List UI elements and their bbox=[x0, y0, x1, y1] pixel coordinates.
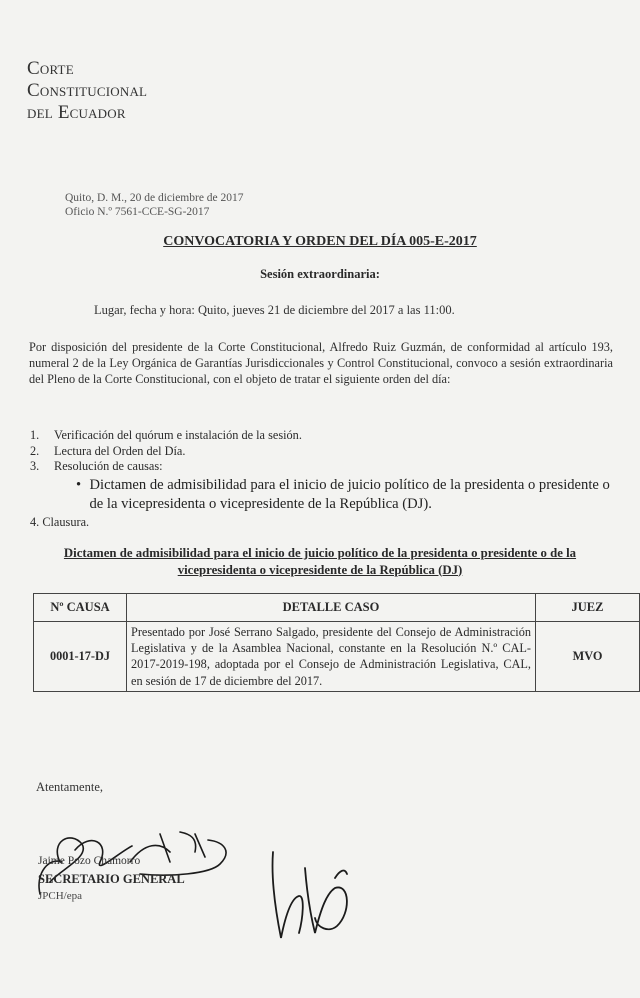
header-causa: Nº CAUSA bbox=[34, 594, 127, 622]
table-row bbox=[34, 622, 640, 692]
signatory-role: SECRETARIO GENERAL bbox=[38, 872, 185, 886]
place-date: Quito, D. M., 20 de diciembre de 2017 bbox=[65, 192, 244, 204]
closing: Atentamente, bbox=[36, 780, 103, 794]
document-meta bbox=[65, 191, 244, 219]
header-detalle: DETALLE CASO bbox=[127, 594, 536, 622]
cases-table bbox=[33, 593, 640, 692]
institution-logo bbox=[27, 58, 147, 124]
section-title: Dictamen de admisibilidad para el inicio de juicio político de la presidenta o presidente o de la vicepresidenta o vicepresidente de la República (DJ) bbox=[63, 546, 577, 577]
agenda-item: 1. Verificación del quórum e instalación de la sesión. bbox=[30, 428, 302, 442]
cell-detalle: Presentado por José Serrano Salgado, presidente del Consejo de Administración Legislativa y de la Asamblea Nacional, constante en la Resolución N.º CAL-2017-2019-198, adoptada por el Consejo de Administración Legislativa, CAL, en sesión de 17 de diciembre del 2017. bbox=[127, 622, 536, 692]
agenda-list bbox=[30, 428, 620, 530]
logo-line-1: Corte bbox=[27, 58, 74, 79]
logo-line-3: del Ecuador bbox=[27, 102, 126, 123]
president-signature-icon bbox=[255, 838, 365, 948]
agenda-item: 3. Resolución de causas: bbox=[30, 459, 163, 473]
cell-causa: 0001-17-DJ bbox=[34, 622, 127, 692]
document-title: CONVOCATORIA Y ORDEN DEL DÍA 005-E-2017 bbox=[163, 234, 477, 249]
agenda-item: 4. Clausura. bbox=[30, 514, 90, 529]
header-juez: JUEZ bbox=[536, 594, 640, 622]
session-type: Sesión extraordinaria: bbox=[260, 267, 380, 281]
logo-line-2: Constitucional bbox=[27, 80, 148, 101]
table-header-row bbox=[34, 594, 640, 622]
intro-paragraph: Por disposición del presidente de la Corte Constitucional, Alfredo Ruiz Guzmán, de conformidad al artículo 193, numeral 2 de la Ley Orgánica de Garantías Jurisdiccionales y Control Constitucional, convoco a sesión extraordinaria del Pleno de la Corte Constitucional, con el objeto de tratar el siguiente orden del día: bbox=[29, 340, 613, 387]
cell-juez: MVO bbox=[536, 622, 640, 692]
agenda-subitem: • Dictamen de admisibilidad para el inicio de juicio político de la presidenta o presidente o de la vicepresidenta o vicepresidente de la República (DJ). bbox=[76, 476, 610, 512]
reference-initials: JPCH/epa bbox=[38, 890, 82, 902]
place-time: Lugar, fecha y hora: Quito, jueves 21 de diciembre del 2017 a las 11:00. bbox=[94, 303, 455, 317]
agenda-item: 2. Lectura del Orden del Día. bbox=[30, 443, 186, 458]
signatory-name: Jaime Pozo Chamorro bbox=[38, 855, 141, 867]
oficio-number: Oficio N.º 7561-CCE-SG-2017 bbox=[65, 206, 210, 218]
